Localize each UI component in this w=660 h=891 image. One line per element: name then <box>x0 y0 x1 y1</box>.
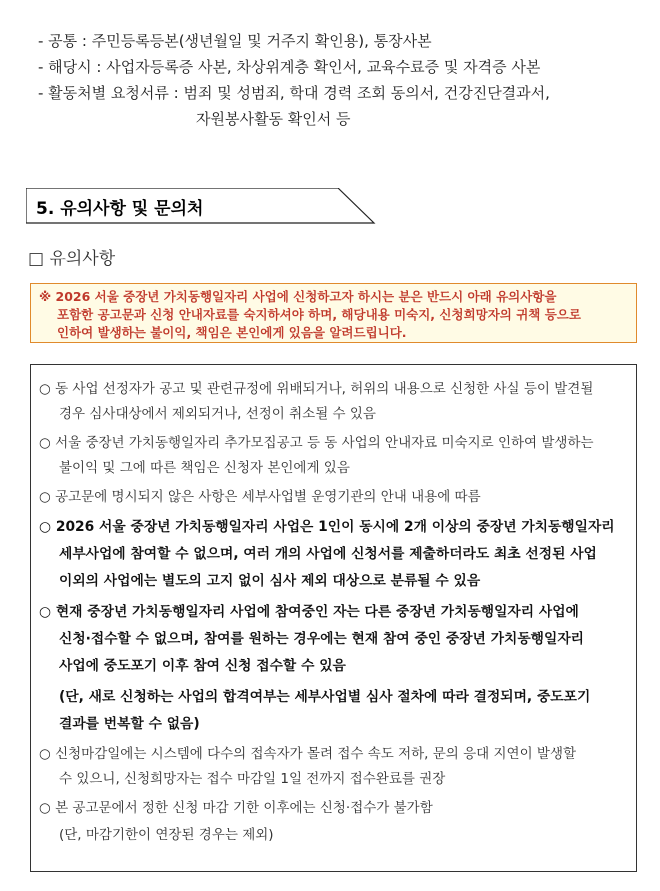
list-item <box>39 514 626 595</box>
doc-line-activity: - 활동처별 요청서류 : 범죄 및 성범죄, 학대 경력 조회 동의서, 건강진단결과서, <box>38 84 550 102</box>
list-item <box>39 431 626 481</box>
item-text: ○ 2026 서울 중장년 가치동행일자리 사업은 1인이 동시에 2개 이상의 중장년 가치동행일자리 <box>39 519 615 535</box>
list-item <box>39 377 626 427</box>
item-text: 신청·접수할 수 없으며, 참여를 원하는 경우에는 현재 참여 중인 중장년 가치동행일자리 <box>59 631 584 647</box>
subheading-precautions: □ 유의사항 <box>28 249 116 269</box>
list-item <box>39 796 626 821</box>
item-text: ○ 현재 중장년 가치동행일자리 사업에 참여중인 자는 다른 중장년 가치동행일자리 사업에 <box>39 604 579 620</box>
item-text: 불이익 및 그에 따른 책임은 신청자 본인에게 있음 <box>59 460 350 476</box>
notice-box <box>30 283 637 343</box>
list-item <box>39 742 626 792</box>
note-text: (단, 새로 신청하는 사업의 합격여부는 세부사업별 심사 절차에 따라 결정되며, 중도포기 <box>59 689 591 705</box>
note-text: (단, 마감기한이 연장된 경우는 제외) <box>59 827 274 843</box>
doc-line-common: - 공통 : 주민등록등본(생년월일 및 거주지 확인용), 통장사본 <box>38 32 432 50</box>
list-item <box>39 599 626 680</box>
item-text: 세부사업에 참여할 수 없으며, 여러 개의 사업에 신청서를 제출하더라도 최초 선정된 사업 <box>59 546 597 562</box>
section-header <box>26 188 376 224</box>
doc-line-conditional: - 해당시 : 사업자등록증 사본, 차상위계층 확인서, 교육수료증 및 자격증 사본 <box>38 58 541 76</box>
item-text: 이외의 사업에는 별도의 고지 없이 심사 제외 대상으로 분류될 수 있음 <box>59 573 481 589</box>
item-text: 경우 심사대상에서 제외되거나, 선정이 취소될 수 있음 <box>59 406 376 422</box>
notice-line: 인하여 발생하는 불이익, 책임은 본인에게 있음을 알려드립니다. <box>57 325 407 340</box>
notice-line: 포함한 공고문과 신청 안내자료를 숙지하셔야 하며, 해당내용 미숙지, 신청희망자의 귀책 등으로 <box>57 307 581 322</box>
doc-line-activity-cont: 자원봉사활동 확인서 등 <box>196 110 351 128</box>
item-note <box>39 823 626 848</box>
section-title: 5. 유의사항 및 문의처 <box>36 199 204 219</box>
item-text: ○ 공고문에 명시되지 않은 사항은 세부사업별 운영기관의 안내 내용에 따름 <box>39 489 481 505</box>
item-text: 사업에 중도포기 이후 참여 신청 접수할 수 있음 <box>59 658 346 674</box>
item-text: ○ 신청마감일에는 시스템에 다수의 접속자가 몰려 접수 속도 저하, 문의 응대 지연이 발생할 <box>39 746 577 762</box>
item-note <box>39 684 626 738</box>
note-text: 결과를 번복할 수 없음) <box>59 716 200 732</box>
item-text: ○ 서울 중장년 가치동행일자리 추가모집공고 등 동 사업의 안내자료 미숙지로 인하여 발생하는 <box>39 435 594 451</box>
required-documents-list <box>38 28 638 132</box>
precautions-box <box>30 364 637 872</box>
item-text: 수 있으니, 신청희망자는 접수 마감일 1일 전까지 접수완료를 권장 <box>59 771 446 787</box>
item-text: ○ 본 공고문에서 정한 신청 마감 기한 이후에는 신청·접수가 불가함 <box>39 800 433 816</box>
notice-line: ※ 2026 서울 중장년 가치동행일자리 사업에 신청하고자 하시는 분은 반드시 아래 유의사항을 <box>39 289 557 304</box>
list-item <box>39 485 626 510</box>
item-text: ○ 동 사업 선정자가 공고 및 관련규정에 위배되거나, 허위의 내용으로 신청한 사실 등이 발견될 <box>39 381 594 397</box>
